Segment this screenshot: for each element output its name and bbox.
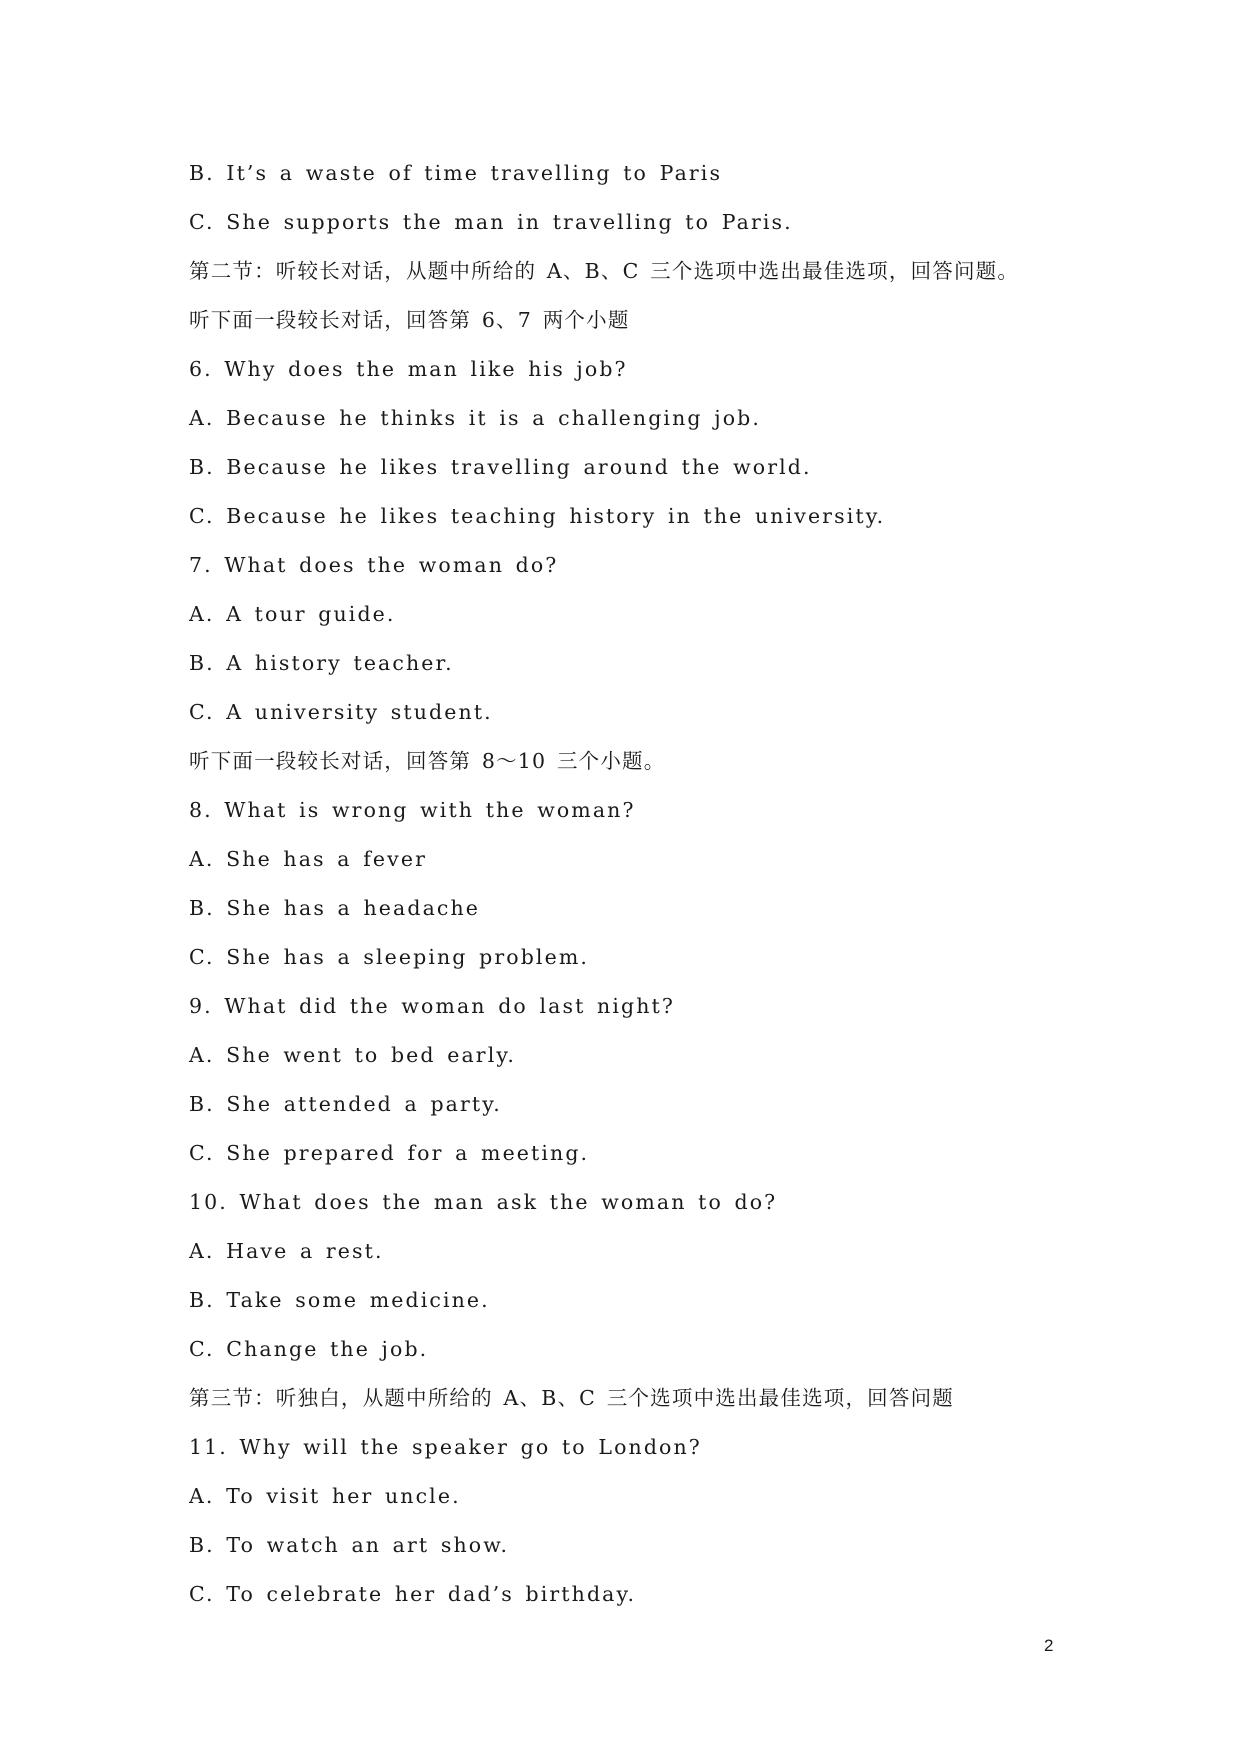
answer-option: A. Have a rest. (189, 1239, 384, 1263)
answer-option: A. A tour guide. (189, 602, 396, 626)
answer-option: C. To celebrate her dad’s birthday. (189, 1582, 637, 1606)
answer-option: B. Because he likes travelling around the world. (189, 455, 812, 479)
page-number: 2 (1044, 1636, 1054, 1655)
instruction-line: 听下面一段较长对话，回答第 8～10 三个小题。 (189, 749, 666, 773)
question-line: 10. What does the man ask the woman to do? (189, 1190, 778, 1214)
answer-option: B. She has a headache (189, 896, 481, 920)
section-heading: 第二节：听较长对话，从题中所给的 A、B、C 三个选项中选出最佳选项，回答问题。 (189, 259, 1020, 283)
answer-option: B. A history teacher. (189, 651, 454, 675)
answer-option: A. She went to bed early. (189, 1043, 516, 1067)
answer-option: C. She supports the man in travelling to Paris. (189, 210, 793, 234)
answer-option: C. Change the job. (189, 1337, 429, 1361)
answer-option: B. To watch an art show. (189, 1533, 510, 1557)
answer-option: C. She has a sleeping problem. (189, 945, 589, 969)
exam-content (189, 158, 1069, 1628)
answer-option: C. Because he likes teaching history in the university. (189, 504, 886, 528)
answer-option: A. To visit her uncle. (189, 1484, 461, 1508)
answer-option: B. She attended a party. (189, 1092, 502, 1116)
question-line: 11. Why will the speaker go to London? (189, 1435, 702, 1459)
question-line: 9. What did the woman do last night? (189, 994, 675, 1018)
question-line: 8. What is wrong with the woman? (189, 798, 636, 822)
answer-option: A. She has a fever (189, 847, 427, 871)
answer-option: B. It’s a waste of time travelling to Paris (189, 161, 723, 185)
answer-option: C. She prepared for a meeting. (189, 1141, 590, 1165)
question-line: 7. What does the woman do? (189, 553, 559, 577)
answer-option: A. Because he thinks it is a challenging job. (189, 406, 761, 430)
answer-option: C. A university student. (189, 700, 493, 724)
answer-option: B. Take some medicine. (189, 1288, 490, 1312)
section-heading: 第三节：听独白，从题中所给的 A、B、C 三个选项中选出最佳选项，回答问题 (189, 1386, 954, 1410)
instruction-line: 听下面一段较长对话，回答第 6、7 两个小题 (189, 308, 630, 332)
question-line: 6. Why does the man like his job? (189, 357, 628, 381)
